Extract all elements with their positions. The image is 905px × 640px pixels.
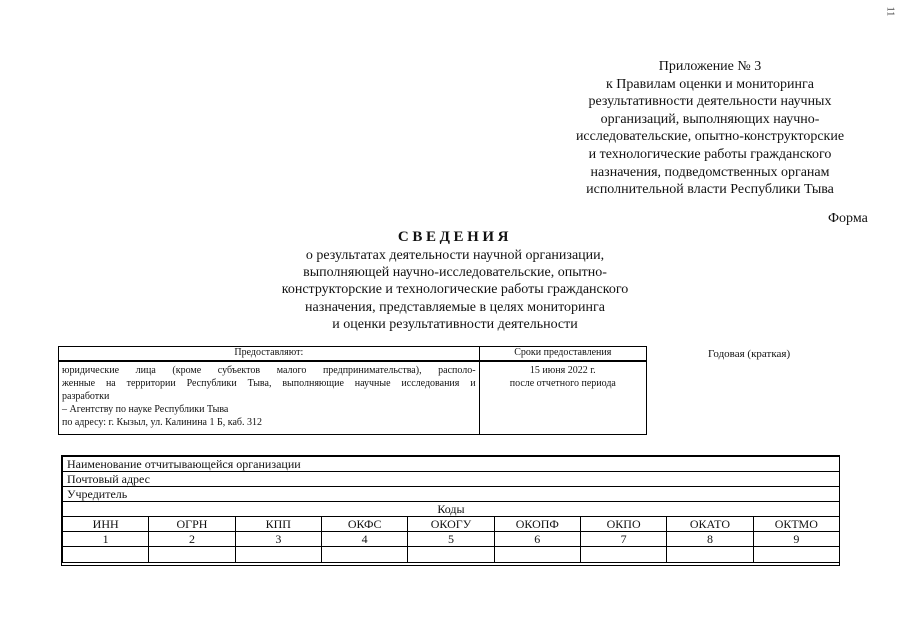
- submission-header-row: [59, 347, 647, 362]
- appendix-line: назначения, подведомственных органам: [590, 164, 830, 180]
- code-number: 8: [667, 532, 753, 547]
- document-title: СВЕДЕНИЯ: [397, 229, 513, 245]
- code-number: 5: [408, 532, 494, 547]
- code-number: 6: [494, 532, 580, 547]
- code-value-inn[interactable]: [63, 547, 149, 563]
- subtitle-line: и оценки результативности деятельности: [332, 316, 578, 332]
- code-value-oktmo[interactable]: [753, 547, 839, 563]
- code-value-okato[interactable]: [667, 547, 753, 563]
- code-number: 2: [149, 532, 235, 547]
- founder-label: Учредитель: [63, 487, 840, 502]
- providers-text: женные на территории Республики Тыва, выполняющие научные исследования и: [62, 378, 476, 389]
- appendix-line: результативности деятельности научных: [588, 94, 832, 110]
- header-deadline: Сроки предоставления: [479, 347, 646, 362]
- appendix-header: [560, 58, 860, 199]
- form-label: Форма: [828, 211, 868, 226]
- postal-address-row: [63, 472, 840, 487]
- submission-body-row: [59, 361, 647, 435]
- code-number: 7: [580, 532, 666, 547]
- org-name-row: [63, 457, 840, 472]
- code-value-okfs[interactable]: [321, 547, 407, 563]
- code-value-okogu[interactable]: [408, 547, 494, 563]
- code-header-ogrn: ОГРН: [149, 517, 235, 532]
- subtitle-line: конструкторские и технологические работы гражданского: [281, 282, 629, 298]
- organization-table: [62, 456, 840, 563]
- code-header-inn: ИНН: [63, 517, 149, 532]
- code-number: 3: [235, 532, 321, 547]
- postal-address-label: Почтовый адрес: [63, 472, 840, 487]
- code-value-okpo[interactable]: [580, 547, 666, 563]
- codes-label: Коды: [63, 502, 840, 517]
- periodicity-label: Годовая (краткая): [708, 348, 791, 360]
- code-header-okato: ОКАТО: [667, 517, 753, 532]
- deadline-note: после отчетного периода: [509, 378, 616, 389]
- codes-title-row: [63, 502, 840, 517]
- code-number: 1: [63, 532, 149, 547]
- providers-cell: [59, 361, 480, 435]
- header-provide: Предоставляют:: [59, 347, 480, 362]
- providers-text: юридические лица (кроме субъектов малого предпринимательства), располо-: [62, 365, 476, 376]
- submission-table: [58, 346, 647, 435]
- corner-mark: 11: [884, 6, 896, 17]
- deadline-cell: [479, 361, 646, 435]
- code-header-row: [63, 517, 840, 532]
- appendix-line: и технологические работы гражданского: [588, 146, 832, 162]
- founder-row: [63, 487, 840, 502]
- recipient-address: по адресу: г. Кызыл, ул. Калинина 1 Б, каб. 312: [62, 417, 262, 428]
- subtitle-line: выполняющей научно-исследовательские, опытно-: [303, 265, 607, 281]
- deadline-date: 15 июня 2022 г.: [529, 365, 596, 376]
- appendix-line: исполнительной власти Республики Тыва: [586, 182, 834, 198]
- code-value-row: [63, 547, 840, 563]
- code-header-oktmo: ОКТМО: [753, 517, 839, 532]
- document-subtitle: [250, 247, 660, 333]
- code-value-kpp[interactable]: [235, 547, 321, 563]
- code-header-okogu: ОКОГУ: [408, 517, 494, 532]
- subtitle-line: о результатах деятельности научной организации,: [305, 248, 605, 263]
- code-header-kpp: КПП: [235, 517, 321, 532]
- appendix-line: к Правилам оценки и мониторинга: [606, 76, 814, 92]
- code-number: 9: [753, 532, 839, 547]
- recipient-text: – Агентству по науке Республики Тыва: [62, 404, 229, 415]
- appendix-line: исследовательские, опытно-конструкторские: [575, 129, 845, 145]
- code-value-okopf[interactable]: [494, 547, 580, 563]
- appendix-line: организаций, выполняющих научно-: [600, 111, 820, 127]
- code-header-okpo: ОКПО: [580, 517, 666, 532]
- org-name-label: Наименование отчитывающейся организации: [63, 457, 840, 472]
- subtitle-line: назначения, представляемые в целях мониторинга: [305, 299, 605, 315]
- code-number-row: [63, 532, 840, 547]
- code-value-ogrn[interactable]: [149, 547, 235, 563]
- code-number: 4: [321, 532, 407, 547]
- providers-text: разработки: [62, 391, 110, 402]
- appendix-line: Приложение № 3: [658, 59, 762, 74]
- code-header-okopf: ОКОПФ: [494, 517, 580, 532]
- code-header-okfs: ОКФС: [321, 517, 407, 532]
